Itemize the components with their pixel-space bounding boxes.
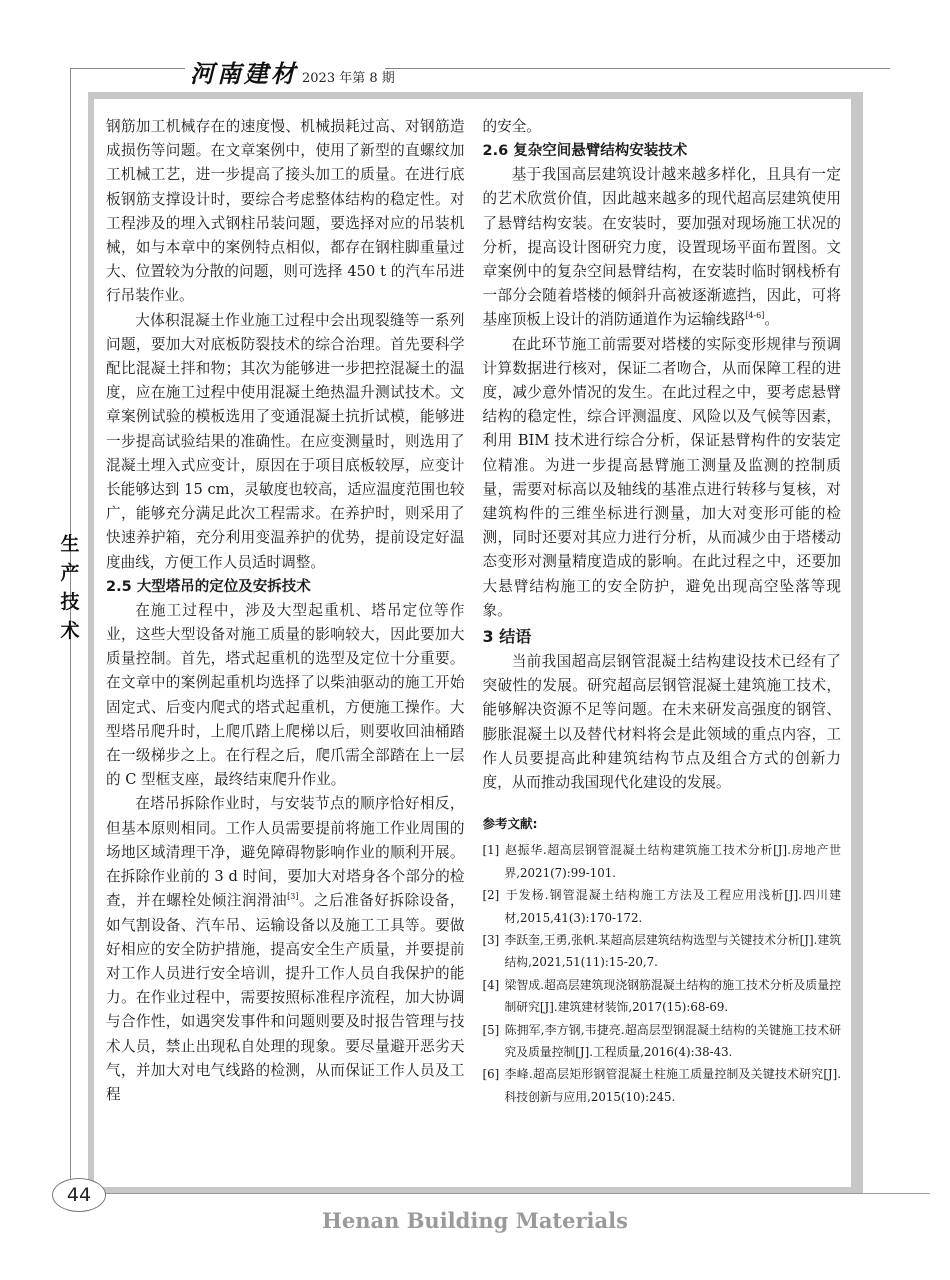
journal-name: 河南建材 — [190, 59, 298, 88]
reference-number: [6] — [482, 1067, 500, 1082]
reference-item — [483, 1063, 842, 1108]
body-paragraph — [106, 115, 465, 309]
running-header — [190, 54, 395, 88]
references-title: 参考文献: — [482, 816, 538, 832]
reference-text: 于发杨.钢管混凝土结构施工方法及工程应用浅析[J].四川建材,2015,41(3):170-172. — [504, 888, 841, 925]
section-heading: 2.6 复杂空间悬臂结构安装技术 — [482, 143, 688, 160]
header-rule — [385, 68, 890, 69]
side-label-char: 术 — [60, 620, 80, 642]
reference-number: [3] — [482, 932, 500, 947]
reference-text: 李跃奎,王勇,张帆.某超高层建筑结构选型与关键技术分析[J].建筑结构,2021,51(11):15-20,7. — [504, 932, 841, 970]
paragraph-text: 钢筋加工机械存在的速度慢、机械损耗过高、对钢筋造成损伤等问题。在文章案例中，使用了新型的直螺纹加工机械工艺，进一步提高了接头加工的质量。在进行底板钢筋支撑设计时，要综合考虑整体结构的稳定性。对工程涉及的埋入式钢柱吊装问题，要选择对应的吊装机械，如与本章中的案例特点相似，都存在钢柱脚重量过大、位置较为分散的问题，则可选择 450 t 的汽车吊进行吊装作业。 — [106, 118, 465, 305]
section-side-label — [56, 530, 84, 646]
body-paragraph — [483, 163, 842, 332]
paragraph-text: 大体积混凝土作业施工过程中会出现裂缝等一系列问题，要加大对底板防裂技术的综合治理。首先要科学配比混凝土拌和物；其次为能够进一步把控混凝土的温度，应在施工过程中使用混凝土绝热温升测试技术。文章案例试验的模板选用了变通混凝土抗折试模，能够进一步提高试验结果的准确性。在应变测量时，则选用了混凝土埋入式应变计，原因在于项目底板较厚，应变计长能够达到 15 cm，灵敏度也较高，适应温度范围也较广，能够充分满足此次工程需求。在养护时，则采用了快速养护箱，充分利用变温养护的优势，提前设定好温度曲线，方便工作人员适时调整。 — [106, 311, 465, 571]
paragraph-text-tail: 。 — [764, 311, 779, 329]
side-label-char: 产 — [60, 562, 80, 584]
footer-journal-name: Henan Building Materials — [322, 1208, 628, 1233]
issue-label: 2023 年第 8 期 — [302, 71, 395, 86]
footer-rule — [100, 1193, 930, 1194]
citation-marker: [3] — [287, 892, 299, 902]
left-column — [106, 115, 465, 1187]
body-paragraph — [106, 792, 465, 1107]
body-paragraph — [483, 650, 842, 795]
section-heading: 3 结语 — [482, 627, 532, 647]
side-label-char: 生 — [60, 533, 80, 555]
reference-text: 梁智成.超高层建筑现浇钢筋混凝土结构的施工技术分析及质量控制研究[J].建筑建材装饰,2017(15):68-69. — [504, 977, 841, 1015]
reference-number: [2] — [482, 888, 500, 903]
reference-item — [483, 974, 842, 1019]
reference-item — [483, 839, 842, 884]
paragraph-text: 在塔吊拆除作业时，与安装节点的顺序恰好相反，但基本原则相同。工作人员需要提前将施工作业周围的场地区域清理干净，避免障碍物影响作业的顺利开展。在拆除作业前的 3 d 时间，要加大对塔身各个部分的检查，并在螺栓处倾注润滑油 — [106, 795, 465, 910]
section-heading: 2.5 大型塔吊的定位及安拆技术 — [106, 578, 311, 595]
side-label-char: 技 — [60, 591, 80, 613]
reference-list — [483, 839, 842, 1108]
paragraph-text: 在施工过程中，涉及大型起重机、塔吊定位等作业，这些大型设备对施工质量的影响较大，因此要加大质量控制。首先，塔式起重机的选型及定位十分重要。在文章中的案例起重机均选择了以柴油驱动的施工开始固定式、后变内爬式的塔式起重机，方便施工操作。大型塔吊爬升时，上爬爪踏上爬梯以后，则要收回油桶踏在一级梯步之上。在行程之后，爬爪需全部踏在上一层的 C 型框支座，最终结束爬升作业。 — [106, 601, 465, 789]
paragraph-text: 的安全。 — [482, 118, 541, 135]
reference-text: 陈拥军,李方钢,韦捷亮.超高层型钢混凝土结构的关键施工技术研究及质量控制[J].工程质量,2016(4):38-43. — [504, 1022, 841, 1059]
reference-text: 赵振华.超高层钢管混凝土结构建筑施工技术分析[J].房地产世界,2021(7):99-101. — [504, 843, 841, 880]
reference-number: [4] — [482, 977, 500, 992]
citation-marker: [4-6] — [745, 311, 765, 321]
reference-item — [483, 884, 842, 929]
right-column-text — [483, 115, 842, 795]
header-rule-left — [70, 68, 185, 69]
body-paragraph — [483, 115, 842, 139]
paragraph-text: 在此环节施工前需要对塔楼的实际变形规律与预调计算数据进行核对，保证二者吻合，从而保障工程的进度，减少意外情况的发生。在此过程之中，要考虑悬臂结构的稳定性，综合评测温度、风险以及气候等因素，利用 BIM 技术进行综合分析，保证悬臂构件的安装定位精准。为进一步提高悬臂施工测量及监测的控制质量，需要对标高以及轴线的基准点进行转移与复核，对建筑构件的三维坐标进行测量，加大对变形可能的检测，同时还要对其应力进行分析，从而减少由于塔楼动态变形对测量精度造成的影响。在此过程之中，还要加大悬臂结构施工的安全防护，避免出现高空坠落等现象。 — [482, 335, 841, 619]
reference-number: [1] — [482, 843, 500, 858]
body-paragraph — [106, 309, 465, 575]
reference-item — [483, 929, 842, 974]
body-paragraph — [483, 333, 842, 623]
article-body — [94, 99, 851, 1187]
page-number: 44 — [52, 1178, 106, 1212]
reference-number: [5] — [482, 1022, 500, 1037]
right-column — [483, 115, 842, 1187]
paragraph-text: 基于我国高层建筑设计越来越多样化，且具有一定的艺术欣赏价值，因此越来越多的现代超高层建筑使用了悬臂结构安装。在安装时，要加强对现场施工状况的分析，提高设计图研究力度，设置现场平面布置图。文章案例中的复杂空间悬臂结构，在安装时临时钢栈桥有一部分会随着塔楼的倾斜升高被逐渐遮挡，因此，可将基座顶板上设计的消防通道作为运输线路 — [482, 166, 841, 329]
body-paragraph — [106, 599, 465, 793]
paragraph-text-tail: 。之后准备好拆除设备，如气割设备、汽车吊、运输设备以及施工工具等。要做好相应的安全防护措施，提高安全生产质量，并要提前对工作人员进行安全培训，提升工作人员自我保护的能力。在作业过程中，需要按照标准程序流程，加大协调与合作性，如遇突发事件和问题则要及时报告管理与技术人员，禁止出现私自处理的现象。要尽量避开恶劣天气，并加大对电气线路的检测，从而保证工作人员及工程 — [106, 892, 465, 1103]
reference-item — [483, 1019, 842, 1064]
paragraph-text: 当前我国超高层钢管混凝土结构建设技术已经有了突破性的发展。研究超高层钢管混凝土建筑施工技术，能够解决资源不足等问题。在未来研发高强度的钢管、膨胀混凝土以及替代材料将会是此领域的重点内容，工作人员要提高此种建筑结构节点及组合方式的创新力度，从而推动我国现代化建设的发展。 — [482, 653, 841, 792]
references — [483, 813, 842, 1108]
reference-text: 李峰.超高层矩形钢管混凝土柱施工质量控制及关键技术研究[J].科技创新与应用,2015(10):245. — [504, 1067, 841, 1104]
